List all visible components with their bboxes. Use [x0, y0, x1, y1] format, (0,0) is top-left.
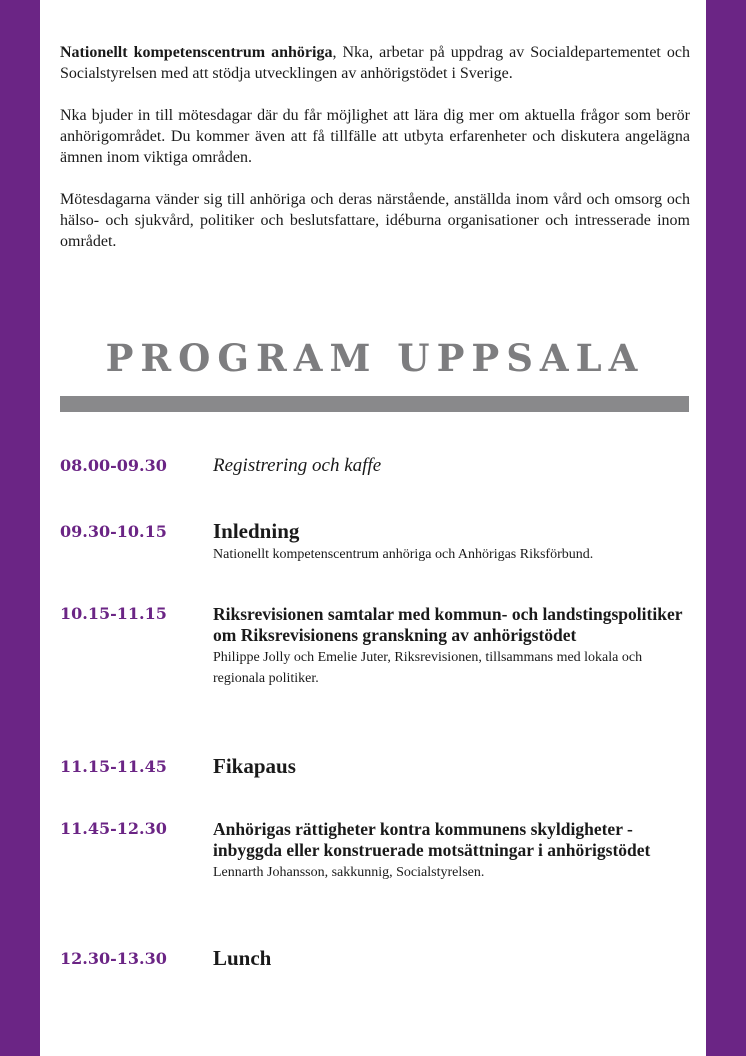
program-subtitle: Nationellt kompetenscentrum anhöriga och Anhörigas Riksförbund. — [213, 547, 594, 562]
program-content — [213, 519, 690, 565]
program-time: 12.30-13.30 — [60, 949, 167, 968]
program-time: 11.45-12.30 — [60, 819, 167, 838]
program-title-text: Riksrevisionen samtalar med kommun- och landstingspolitiker om Riksrevisionens granskning av anhörigstödet — [213, 604, 683, 645]
program-subtitle: Philippe Jolly och Emelie Juter, Riksrevisionen, tillsammans med lokala och regionala politiker. — [213, 650, 643, 686]
program-time: 10.15-11.15 — [60, 604, 167, 623]
program-time: 08.00-09.30 — [60, 456, 167, 475]
program-content — [213, 754, 690, 778]
document-page — [40, 0, 706, 1056]
program-title: PROGRAM UPPSALA — [105, 336, 645, 380]
program-content — [213, 455, 690, 477]
intro-paragraph-1 — [60, 42, 690, 84]
program-content — [213, 604, 690, 689]
program-content — [213, 819, 690, 883]
title-divider — [60, 396, 689, 412]
program-subtitle: Lennarth Johansson, sakkunnig, Socialstyrelsen. — [213, 865, 485, 880]
organization-name: Nationellt kompetenscentrum anhöriga — [60, 44, 333, 61]
program-content — [213, 946, 690, 970]
program-title-text: Lunch — [213, 946, 272, 970]
intro-paragraph-2: Nka bjuder in till mötesdagar där du får möjlighet att lära dig mer om aktuella frågor som berör anhörigområdet. Du kommer även att få tillfälle att utbyta erfarenheter och diskutera angelägna ämnen inom viktiga områden. — [60, 107, 690, 166]
program-title-text: Inledning — [213, 519, 300, 543]
intro-section — [60, 42, 690, 273]
program-title-text: Fikapaus — [213, 754, 296, 778]
program-title-text: Registrering och kaffe — [213, 455, 382, 476]
program-title-text: Anhörigas rättigheter kontra kommunens skyldigheter - inbyggda eller konstruerade motsättningar i anhörigstödet — [213, 819, 651, 860]
intro-paragraph-3: Mötesdagarna vänder sig till anhöriga och deras närstående, anställda inom vård och omsorg och hälso- och sjukvård, politiker och beslutsfattare, idéburna organisationer och intresserade inom området. — [60, 191, 690, 250]
intro-paragraph-1-text: , Nka, arbetar på uppdrag av Socialdepartementet och Socialstyrelsen med att stödja utvecklingen av anhörigstödet i Sverige. — [60, 44, 690, 82]
program-time: 11.15-11.45 — [60, 757, 167, 776]
program-time: 09.30-10.15 — [60, 522, 167, 541]
